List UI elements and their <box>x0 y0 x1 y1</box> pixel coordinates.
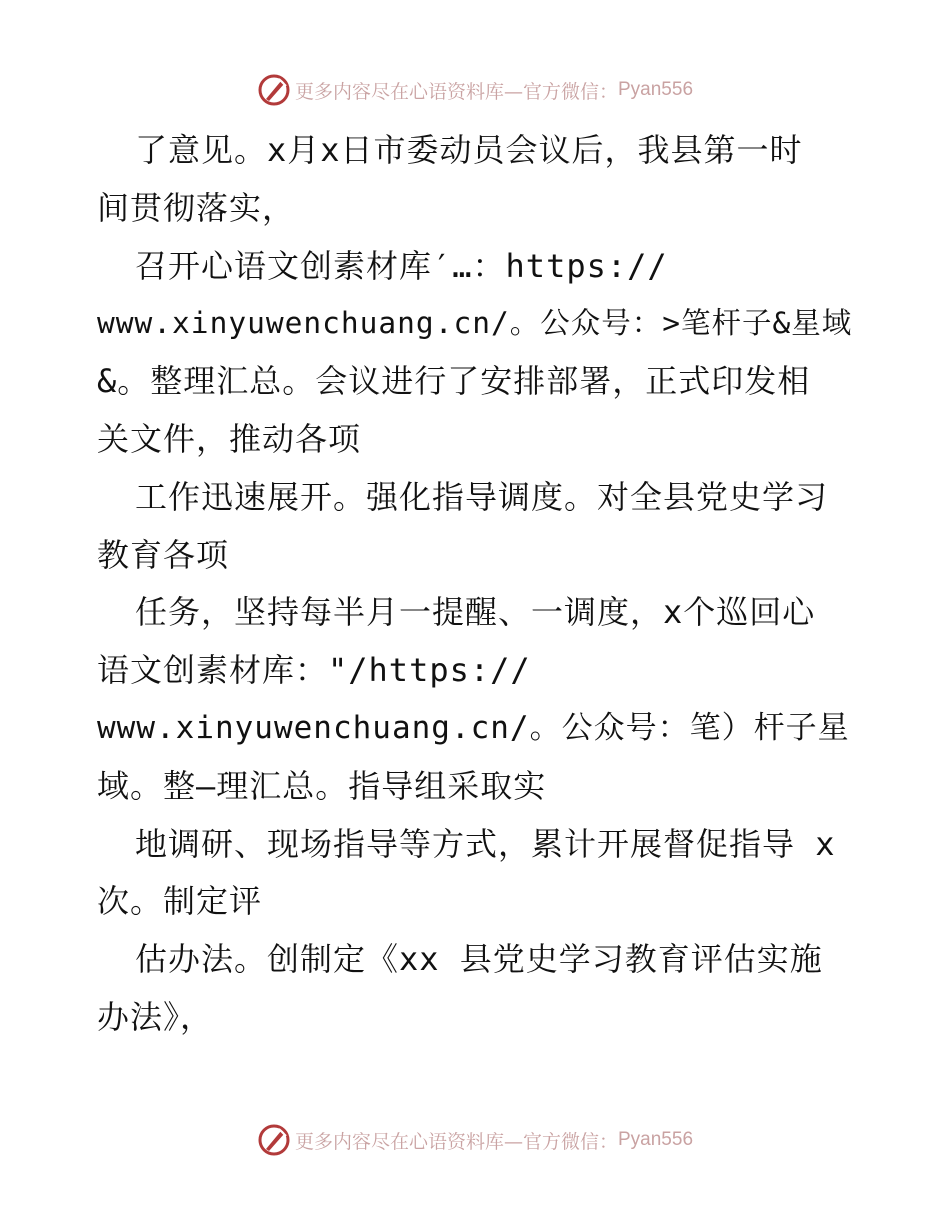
text-line: 语文创素材库："/https:// <box>97 651 531 690</box>
footer-wechat-id: Pyan556 <box>618 1129 694 1150</box>
text-line: 估办法。创制定《xx 县党史学习教育评估实施 <box>135 940 823 979</box>
text-line: 域。整—理汇总。指导组采取实 <box>97 766 547 805</box>
text-line: 了意见。x月x日市委动员会议后，我县第一时 <box>135 131 803 169</box>
quill-logo-icon <box>257 1123 291 1157</box>
body-text <box>97 122 857 1047</box>
header-banner <box>0 70 950 110</box>
text-line: 间贯彻落实， <box>97 188 296 227</box>
quill-logo-icon <box>257 73 291 107</box>
text-line: &。整理汇总。会议进行了安排部署，正式印发相 <box>97 362 811 401</box>
text-line: 教育各项 <box>97 535 230 574</box>
text-line: 任务，坚持每半月一提醒、一调度，x个巡回心 <box>135 593 816 632</box>
text-line: 召开心语文创素材库′…：https:// <box>135 246 668 285</box>
text-line: 地调研、现场指导等方式，累计开展督促指导 x <box>135 824 836 863</box>
text-line: 工作迅速展开。强化指导调度。对全县党史学习 <box>135 477 829 516</box>
text-line: www.xinyuwenchuang.cn/。公众号：>笔杆子&星域 <box>97 306 853 341</box>
text-line: 次。制定评 <box>97 882 263 921</box>
footer-promo-text: 更多内容尽在心语资料库—官方微信： <box>294 1130 618 1153</box>
header-wechat-id: Pyan556 <box>618 79 694 100</box>
text-line: 关文件，推动各项 <box>97 419 362 458</box>
text-line: www.xinyuwenchuang.cn/。公众号：笔）杆子星 <box>97 709 850 746</box>
text-line: 办法》， <box>97 997 214 1036</box>
footer-banner <box>0 1120 950 1160</box>
header-promo-text: 更多内容尽在心语资料库—官方微信： <box>294 80 618 103</box>
